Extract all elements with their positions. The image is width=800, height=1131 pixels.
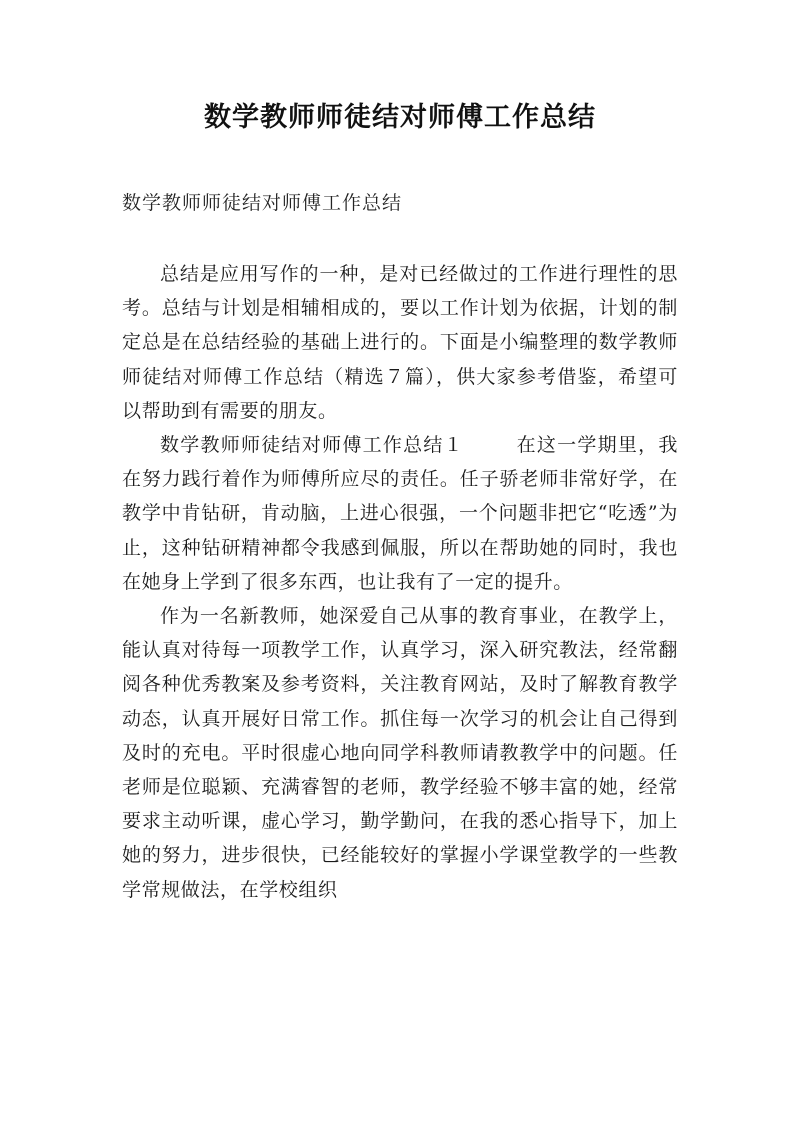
intro-paragraph: 总结是应用写作的一种，是对已经做过的工作进行理性的思考。总结与计划是相辅相成的，要以工作计划为依据，计划的制定总是在总结经验的基础上进行的。下面是小编整理的数学教师师徒结对师傅工作总结（精选７篇），供大家参考借鉴，希望可以帮助到有需要的朋友。 — [122, 263, 678, 422]
document-title: 数学教师师徒结对师傅工作总结 — [204, 102, 596, 133]
section-1-heading: 数学教师师徒结对师傅工作总结１ — [160, 434, 464, 457]
body-paragraph-3: 作为一名新教师，她深爱自己从事的教育事业，在教学上，能认真对待每一项教学工作，认真学习，深入研究教法，经常翻阅各种优秀教案及参考资料，关注教育网站，及时了解教育教学动态，认真开展好日常工作。抓住每一次学习的机会让自己得到及时的充电。平时很虚心地向同学科教师请教教学中的问题。任老师是位聪颖、充满睿智的老师，教学经验不够丰富的她，经常要求主动听课，虚心学习，勤学勤问，在我的悉心指导下，加上她的努力，进步很快，已经能较好的掌握小学课堂教学的一些教学常规做法，在学校组织 — [122, 605, 678, 901]
section-1-paragraph — [122, 428, 678, 599]
document-body — [122, 257, 678, 907]
document-subtitle: 数学教师师徒结对师傅工作总结 — [122, 192, 403, 214]
section-1-text: 在这一学期里，我在努力践行着作为师傅所应尽的责任。任子骄老师非常好学，在教学中肯钻研，肯动脑，上进心很强，一个问题非把它“吃透”为止，这种钻研精神都令我感到佩服，所以在帮助她的同时，我也在她身上学到了很多东西，也让我有了一定的提升。 — [122, 434, 678, 593]
